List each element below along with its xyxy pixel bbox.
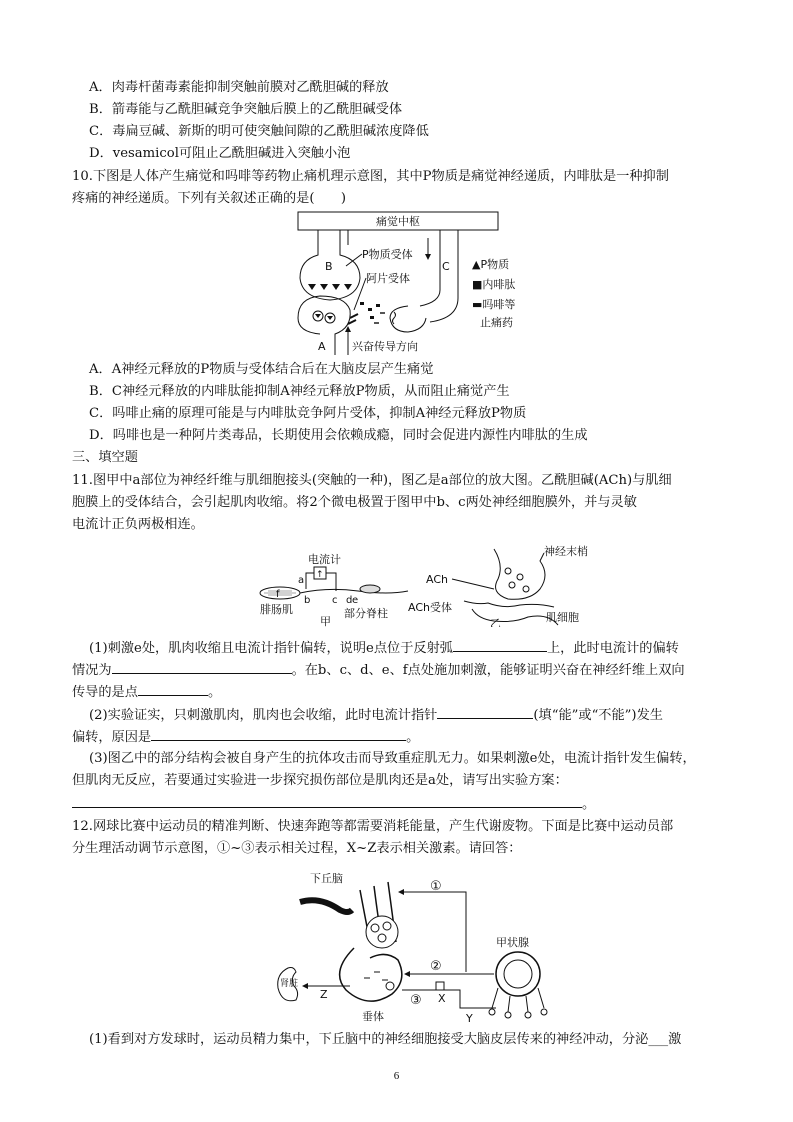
legend-morphine: ▬吗啡等 [472,298,516,311]
q11-q1-text-b: 上，此时电流计的偏转 [546,641,679,656]
q11-stem-line2: 胞膜上的受体结合，会引起肌肉收缩。将2个微电极置于图甲中b、c两处神经细胞膜外，并与灵敏 [72,495,637,510]
q10-stem-line2: 疼痛的神经递质。下列有关叙述正确的是( ) [72,191,347,206]
q11-q2-text-b: (填“能”或“不能”)发生 [533,708,663,723]
letter-f: f [276,589,280,600]
svg-text:↑: ↑ [316,570,324,580]
q11-q3-text-c: 。 [582,797,596,812]
yi-label: 乙 [490,617,501,627]
q11-q3-blank[interactable] [72,793,582,808]
q11-stem-line1: 11.图甲中a部位为神经纤维与肌细胞接头(突触的一种)，图乙是a部位的放大图。乙酰胆碱(ACh)与肌细 [72,473,672,488]
q11-q1-blank1[interactable] [453,637,547,652]
label-y: Y [466,1012,473,1024]
muscle-label: 腓肠肌 [260,603,293,616]
letter-e: e [352,595,359,606]
q11-q3-line3 [72,793,732,814]
hypothalamus-label: 下丘脑 [310,872,343,885]
label-z: Z [320,988,328,1001]
opiate-receptor-label: 阿片受体 [366,272,410,285]
label-a: A [318,340,326,353]
q11-q1-line1 [89,637,749,658]
q11-stem-line3: 电流计正负两极相连。 [72,517,204,532]
letter-d: d [346,595,353,606]
q11-q1-text-c: 情况为 [72,663,112,678]
letter-c: c [332,595,338,606]
q11-q2-text-c: 偏转，原因是 [72,730,152,745]
pituitary-label: 垂体 [362,1010,384,1023]
q12-q1-line1: (1)看到对方发球时，运动员精力集中，下丘脑中的神经细胞接受大脑皮层传来的神经冲动，分泌___激 [89,1032,682,1047]
q10-option-c: C．吗啡止痛的原理可能是与内啡肽竞争阿片受体，抑制A神经元释放P物质 [89,406,527,421]
q11-q2-blank1[interactable] [437,704,533,719]
q11-q2-text-a: (2)实验证实，只刺激肌肉，肌肉也会收缩，此时电流计指针 [89,708,438,723]
q12-stem-line2: 分生理活动调节示意图，①~③表示相关过程，X~Z表示相关激素。请回答： [72,841,522,856]
ach-receptor-label: ACh受体 [408,601,452,614]
kidney-label: 肾脏 [280,979,299,989]
p-receptor-label: P物质受体 [362,248,413,261]
legend-endorphin: ■内啡肽 [472,278,516,291]
q11-q1-line3 [72,681,732,702]
legend-painkiller: 止痛药 [480,316,513,329]
label-x: X [438,992,446,1005]
section3-title: 三、填空题 [72,450,138,465]
q11-q1-text-f: 。 [207,685,222,700]
label-b: B [325,260,333,273]
ach-label: ACh [426,573,448,586]
q11-q1-line2 [72,659,732,680]
spine-label: 部分脊柱 [344,607,388,620]
page-number: 6 [393,1070,400,1082]
q11-q2-text-d: 。 [406,730,420,745]
q11-q2-line1 [89,704,749,725]
letter-a: a [298,575,305,586]
q9-option-b: B．箭毒能与乙酰胆碱竞争突触后膜上的乙酰胆碱受体 [89,102,403,117]
q11-q2-line2 [72,726,732,747]
q10-option-b: B．C神经元释放的内啡肽能抑制A神经元释放P物质，从而阻止痛觉产生 [89,384,510,399]
label-c: C [442,260,450,273]
q11-q1-blank3[interactable] [138,681,208,696]
galvanometer-label: 电流计 [308,553,341,566]
q11-q1-text-e: 传导的是点 [72,685,138,700]
q10-pain-figure [290,210,530,358]
pain-center-label: 痛觉中枢 [376,215,420,228]
label-circle2: ② [430,959,442,974]
q10-option-d: D．吗啡也是一种阿片类毒品，长期使用会依赖成瘾，同时会促进内源性内啡肽的生成 [89,428,588,443]
nerve-ending-label: 神经末梢 [544,545,588,558]
q11-q1-text-d: 。在b、c、d、e、f点处施加刺激，能够证明兴奋在神经纤维上双向 [291,663,685,678]
direction-label: 兴奋传导方向 [352,340,418,353]
muscle-cell-label: 肌细胞 [546,611,579,624]
q11-q3-line1: (3)图乙中的部分结构会被自身产生的抗体攻击而导致重症肌无力。如果刺激e处，电流计指针发生偏转， [89,751,696,766]
q11-q3-line2: 但肌肉无反应，若要通过实验进一步探究损伤部位是肌肉还是a处，请写出实验方案： [72,773,568,788]
q11-q1-text-a: (1)刺激e处，肌肉收缩且电流计指针偏转，说明e点位于反射弧 [89,641,453,656]
label-circle1: ① [430,879,442,894]
q12-regulation-figure [270,862,560,1024]
letter-b: b [304,595,311,606]
legend-p: ▲P物质 [472,258,510,271]
q9-option-a: A．肉毒杆菌毒素能抑制突触前膜对乙酰胆碱的释放 [89,80,389,95]
q11-nerve-muscle-figure [258,545,618,627]
q12-stem-line1: 12.网球比赛中运动员的精准判断、快速奔跑等都需要消耗能量，产生代谢废物。下面是比赛中运动员部 [72,819,674,834]
q9-option-c: C．毒扁豆碱、新斯的明可使突触间隙的乙酰胆碱浓度降低 [89,124,429,139]
q10-option-a: A．A神经元释放的P物质与受体结合后在大脑皮层产生痛觉 [89,362,434,377]
label-circle3: ③ [410,993,422,1008]
q10-stem-line1: 10.下图是人体产生痛觉和吗啡等药物止痛机理示意图，其中P物质是痛觉神经递质，内啡肽是一种抑制 [72,169,669,184]
q9-option-d: D．vesamicol可阻止乙酰胆碱进入突触小泡 [89,146,351,161]
thyroid-label: 甲状腺 [496,936,529,949]
jia-label: 甲 [320,615,331,627]
q11-q2-blank2[interactable] [151,726,406,741]
q11-q1-blank2[interactable] [112,659,292,674]
